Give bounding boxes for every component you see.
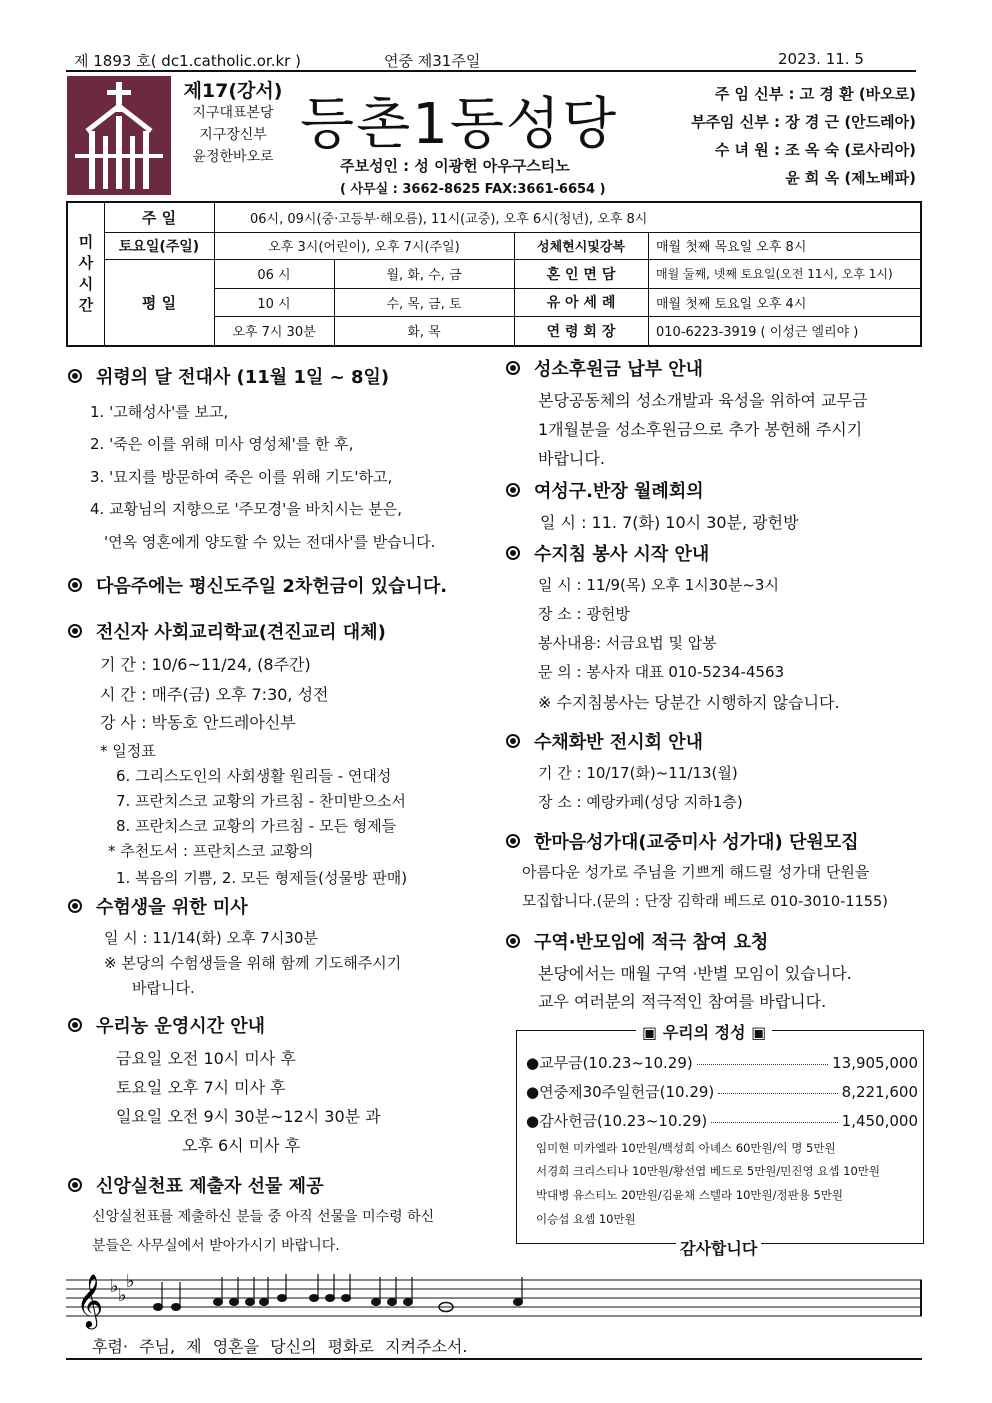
list-item: 오후 6시 미사 후 [182, 1136, 301, 1155]
funeral-committee-value: 010-6223-3919 ( 이성근 엘리야 ) [656, 325, 859, 340]
section-watercolor [506, 728, 703, 754]
district-name: 제17(강서) [183, 80, 283, 102]
weekday-days-1: 월, 화, 수, 금 [386, 268, 462, 283]
list-item: 일 시 : 11. 7(화) 10시 30분, 광헌방 [540, 513, 799, 532]
offering-amount: 8,221,600 [841, 1082, 918, 1101]
list-item: 7. 프란치스코 교황의 가르침 - 찬미받으소서 [116, 792, 406, 810]
bullet-icon [506, 734, 520, 748]
bullet-icon [506, 546, 520, 560]
list-item: 장 소 : 광헌방 [538, 605, 630, 623]
parish-title: 등촌1동성당 [300, 92, 619, 157]
weekday-time-3: 오후 7시 30분 [232, 325, 316, 340]
section-social-doctrine [68, 618, 386, 644]
flat-icon: ♭ [126, 1271, 135, 1292]
offering-row: ● 감사헌금(10.23~10.29) 1,450,000 [526, 1111, 918, 1130]
list-item: 기 간 : 10/17(화)~11/13(월) [538, 764, 738, 782]
district-role: 지구대표본당 [192, 105, 274, 121]
mass-time-side-label: 미 사 시 간 [78, 233, 94, 314]
section-title: 한마음성가대(교중미사 성가대) 단원모집 [534, 832, 859, 853]
donor-line: 임미현 미카엘라 10만원/백성희 아녜스 60만원/익 명 5만원 [536, 1141, 836, 1155]
list-item: 기 간 : 10/6~11/24, (8주간) [100, 655, 311, 674]
offering-row: ● 교무금(10.23~10.29) 13,905,000 [526, 1053, 918, 1072]
section-title: 다음주에는 평신도주일 2차헌금이 있습니다. [96, 576, 448, 597]
section-second-collection [68, 572, 447, 598]
list-item: 바랍니다. [132, 979, 195, 997]
bullet-icon [68, 1018, 82, 1032]
list-item: 토요일 오후 7시 미사 후 [116, 1078, 286, 1097]
list-item: * 일정표 [100, 742, 156, 760]
weekday-label: 평 일 [141, 293, 177, 312]
list-item: 바랍니다. [538, 449, 605, 468]
sunday-label: 주 일 [141, 209, 177, 227]
flat-icon: ♭ [110, 1276, 119, 1297]
adoration-value: 매월 첫째 목요일 오후 8시 [656, 240, 807, 255]
offering-title: ▣ 우리의 정성 ▣ [636, 1020, 772, 1043]
patron-saint: 주보성인 : 성 이광헌 아우구스티노 [340, 157, 570, 175]
saturday-times: 오후 3시(어린이), 오후 7시(주일) [268, 240, 460, 255]
list-item: 1. 복음의 기쁨, 2. 모든 형제들(성물방 판매) [116, 869, 408, 887]
list-item: 본당공동체의 성소개발과 육성을 위하여 교무금 [538, 391, 868, 410]
district-priest-title: 지구장신부 [199, 127, 267, 143]
section-title: 수지침 봉사 시작 안내 [534, 544, 710, 565]
clergy-list [660, 80, 916, 192]
marriage-value: 매월 둘째, 넷째 토요일(오전 11시, 오후 1시) [656, 267, 893, 281]
list-item: 분들은 사무실에서 받아가시기 바랍니다. [92, 1238, 340, 1254]
section-gift-notice [68, 1172, 323, 1198]
list-item: 3. '묘지를 방문하여 죽은 이를 위해 기도'하고, [90, 468, 393, 486]
section-title: 신앙실천표 제출자 선물 제공 [96, 1176, 324, 1197]
list-item: 강 사 : 박동호 안드레아신부 [100, 713, 296, 732]
list-item: 1. '고해성사'를 보고, [90, 403, 229, 421]
issue-number: 제 1893 호( dc1.catholic.or.kr ) [74, 52, 301, 70]
bullet-icon [506, 934, 520, 948]
treble-clef-icon: 𝄞 [76, 1273, 104, 1327]
section-title: 성소후원금 납부 안내 [534, 359, 704, 380]
music-staff [66, 1262, 922, 1332]
sister-2: 윤 희 옥 (제노베파) [785, 169, 916, 187]
list-item: 본당에서는 매월 구역 ·반별 모임이 있습니다. [538, 964, 852, 983]
baptism-label: 유 아 세 례 [546, 295, 616, 311]
list-item: ※ 본당의 수험생들을 위해 함께 기도해주시기 [104, 954, 402, 972]
list-item: 일 시 : 11/9(목) 오후 1시30분~3시 [538, 576, 779, 594]
section-womens-meeting [506, 477, 704, 503]
section-title: 위령의 달 전대사 (11월 1일 ~ 8일) [96, 367, 390, 388]
list-item: * 추천도서 : 프란치스코 교황의 [108, 842, 314, 860]
bullet-icon [68, 578, 82, 592]
section-title: 전신자 사회교리학교(견진교리 대체) [96, 622, 386, 643]
weekday-days-3: 화, 목 [407, 325, 441, 340]
list-item: 신앙실천표를 제출하신 분들 중 아직 선물을 미수령 하신 [92, 1209, 435, 1225]
offering-label: 교무금(10.23~10.29) [539, 1054, 693, 1072]
list-item: 2. '죽은 이를 위해 미사 영성체'를 한 후, [90, 435, 354, 453]
bullet-icon [68, 1178, 82, 1192]
list-item: '연옥 영혼에게 양도할 수 있는 전대사'를 받습니다. [104, 533, 436, 551]
thanks-text: 감사합니다 [676, 1236, 761, 1259]
list-item: 장 소 : 예랑카페(성당 지하1층) [538, 793, 743, 811]
list-item: 8. 프란치스코 교황의 가르침 - 모든 형제들 [116, 817, 397, 835]
funeral-committee-label: 연 령 회 장 [546, 323, 616, 340]
bullet-icon [68, 899, 82, 913]
section-title: 구역·반모임에 적극 참여 요청 [534, 932, 769, 953]
donor-line: 박대병 유스티노 20만원/김윤채 스텔라 10만원/정판용 5만원 [536, 1188, 844, 1202]
flat-icon: ♭ [118, 1285, 127, 1306]
offering-amount: 13,905,000 [832, 1053, 918, 1072]
list-item: 문 의 : 봉사자 대표 010-5234-4563 [538, 663, 785, 681]
list-item: 1개월분을 성소후원금으로 추가 봉헌해 주시기 [538, 420, 863, 439]
list-item: 일요일 오전 9시 30분~12시 30분 과 [116, 1107, 381, 1126]
section-acupressure [506, 540, 709, 566]
section-title: 수험생을 위한 미사 [96, 897, 248, 918]
section-title: 여성구.반장 월례회의 [534, 481, 704, 502]
pastor: 주 임 신부 : 고 경 환 (바오로) [714, 85, 916, 103]
weekday-time-1: 06 시 [257, 268, 291, 283]
marriage-label: 혼 인 면 담 [546, 266, 616, 283]
list-item: 시 간 : 매주(금) 오후 7:30, 성전 [100, 685, 329, 704]
weekday-time-2: 10 시 [257, 296, 291, 312]
offering-label: 연중제30주일헌금(10.29) [539, 1083, 715, 1101]
offering-row: ● 연중제30주일헌금(10.29) 8,221,600 [526, 1082, 918, 1101]
district-info [178, 80, 288, 168]
issue-header-line [66, 48, 916, 72]
list-item: ※ 수지침봉사는 당분간 시행하지 않습니다. [538, 693, 840, 712]
liturgical-week: 연중 제31주일 [384, 52, 481, 70]
offering-amount: 1,450,000 [841, 1111, 918, 1130]
section-district-meeting [506, 928, 768, 954]
list-item: 금요일 오전 10시 미사 후 [116, 1049, 296, 1068]
section-exam-mass [68, 893, 248, 919]
section-indulgence [68, 363, 389, 389]
donor-line: 이승섭 요셉 10만원 [536, 1212, 636, 1226]
bullet-icon [68, 624, 82, 638]
bullet-icon [506, 361, 520, 375]
list-item: 4. 교황님의 지향으로 '주모경'을 바치시는 분은, [90, 500, 402, 518]
church-logo [67, 76, 171, 195]
list-item: 모집합니다.(문의 : 단장 김학래 베드로 010-3010-1155) [522, 894, 888, 910]
mass-schedule-table [66, 201, 922, 347]
adoration-label: 성체현시및강복 [537, 240, 625, 255]
psalm-response: 후렴· 주님, 제 영혼을 당신의 평화로 지켜주소서. [92, 1337, 468, 1356]
section-title: 수채화반 전시회 안내 [534, 732, 704, 753]
baptism-value: 매월 첫째 토요일 오후 4시 [656, 296, 807, 312]
list-item: 봉사내용: 서금요법 및 압봉 [538, 634, 717, 652]
section-woorinong-hours [68, 1012, 265, 1038]
issue-date: 2023. 11. 5 [778, 50, 864, 68]
section-title: 우리농 운영시간 안내 [96, 1016, 266, 1037]
office-contact: ( 사무실 : 3662-8625 FAX:3661-6654 ) [340, 182, 606, 197]
section-choir-recruit [506, 828, 859, 854]
section-vocation-fund [506, 355, 703, 381]
list-item: 교우 여러분의 적극적인 참여를 바랍니다. [538, 992, 827, 1011]
assistant-pastor: 부주임 신부 : 장 경 근 (안드레아) [691, 113, 916, 131]
bullet-icon [68, 369, 82, 383]
sister-1: 수 녀 원 : 조 옥 숙 (로사리아) [714, 141, 916, 159]
sunday-times: 06시, 09시(중·고등부·해오름), 11시(교중), 오후 6시(청년), 오후 8시 [250, 212, 648, 227]
bottom-rule [66, 1358, 922, 1360]
district-priest-name: 윤정한바오로 [192, 149, 274, 165]
bullet-icon [506, 834, 520, 848]
list-item: 6. 그리스도인의 사회생활 원리들 - 연대성 [116, 767, 392, 785]
donor-line: 서경희 크리스티나 10만원/황선엽 베드로 5만원/민진영 요셉 10만원 [536, 1164, 880, 1178]
offering-label: 감사헌금(10.23~10.29) [539, 1112, 708, 1130]
saturday-label: 토요일(주일) [118, 238, 200, 255]
bullet-icon [506, 483, 520, 497]
list-item: 아름다운 성가로 주님을 기쁘게 해드릴 성가대 단원을 [522, 863, 870, 881]
list-item: 일 시 : 11/14(화) 오후 7시30분 [104, 929, 318, 947]
weekday-days-2: 수, 목, 금, 토 [386, 296, 462, 312]
